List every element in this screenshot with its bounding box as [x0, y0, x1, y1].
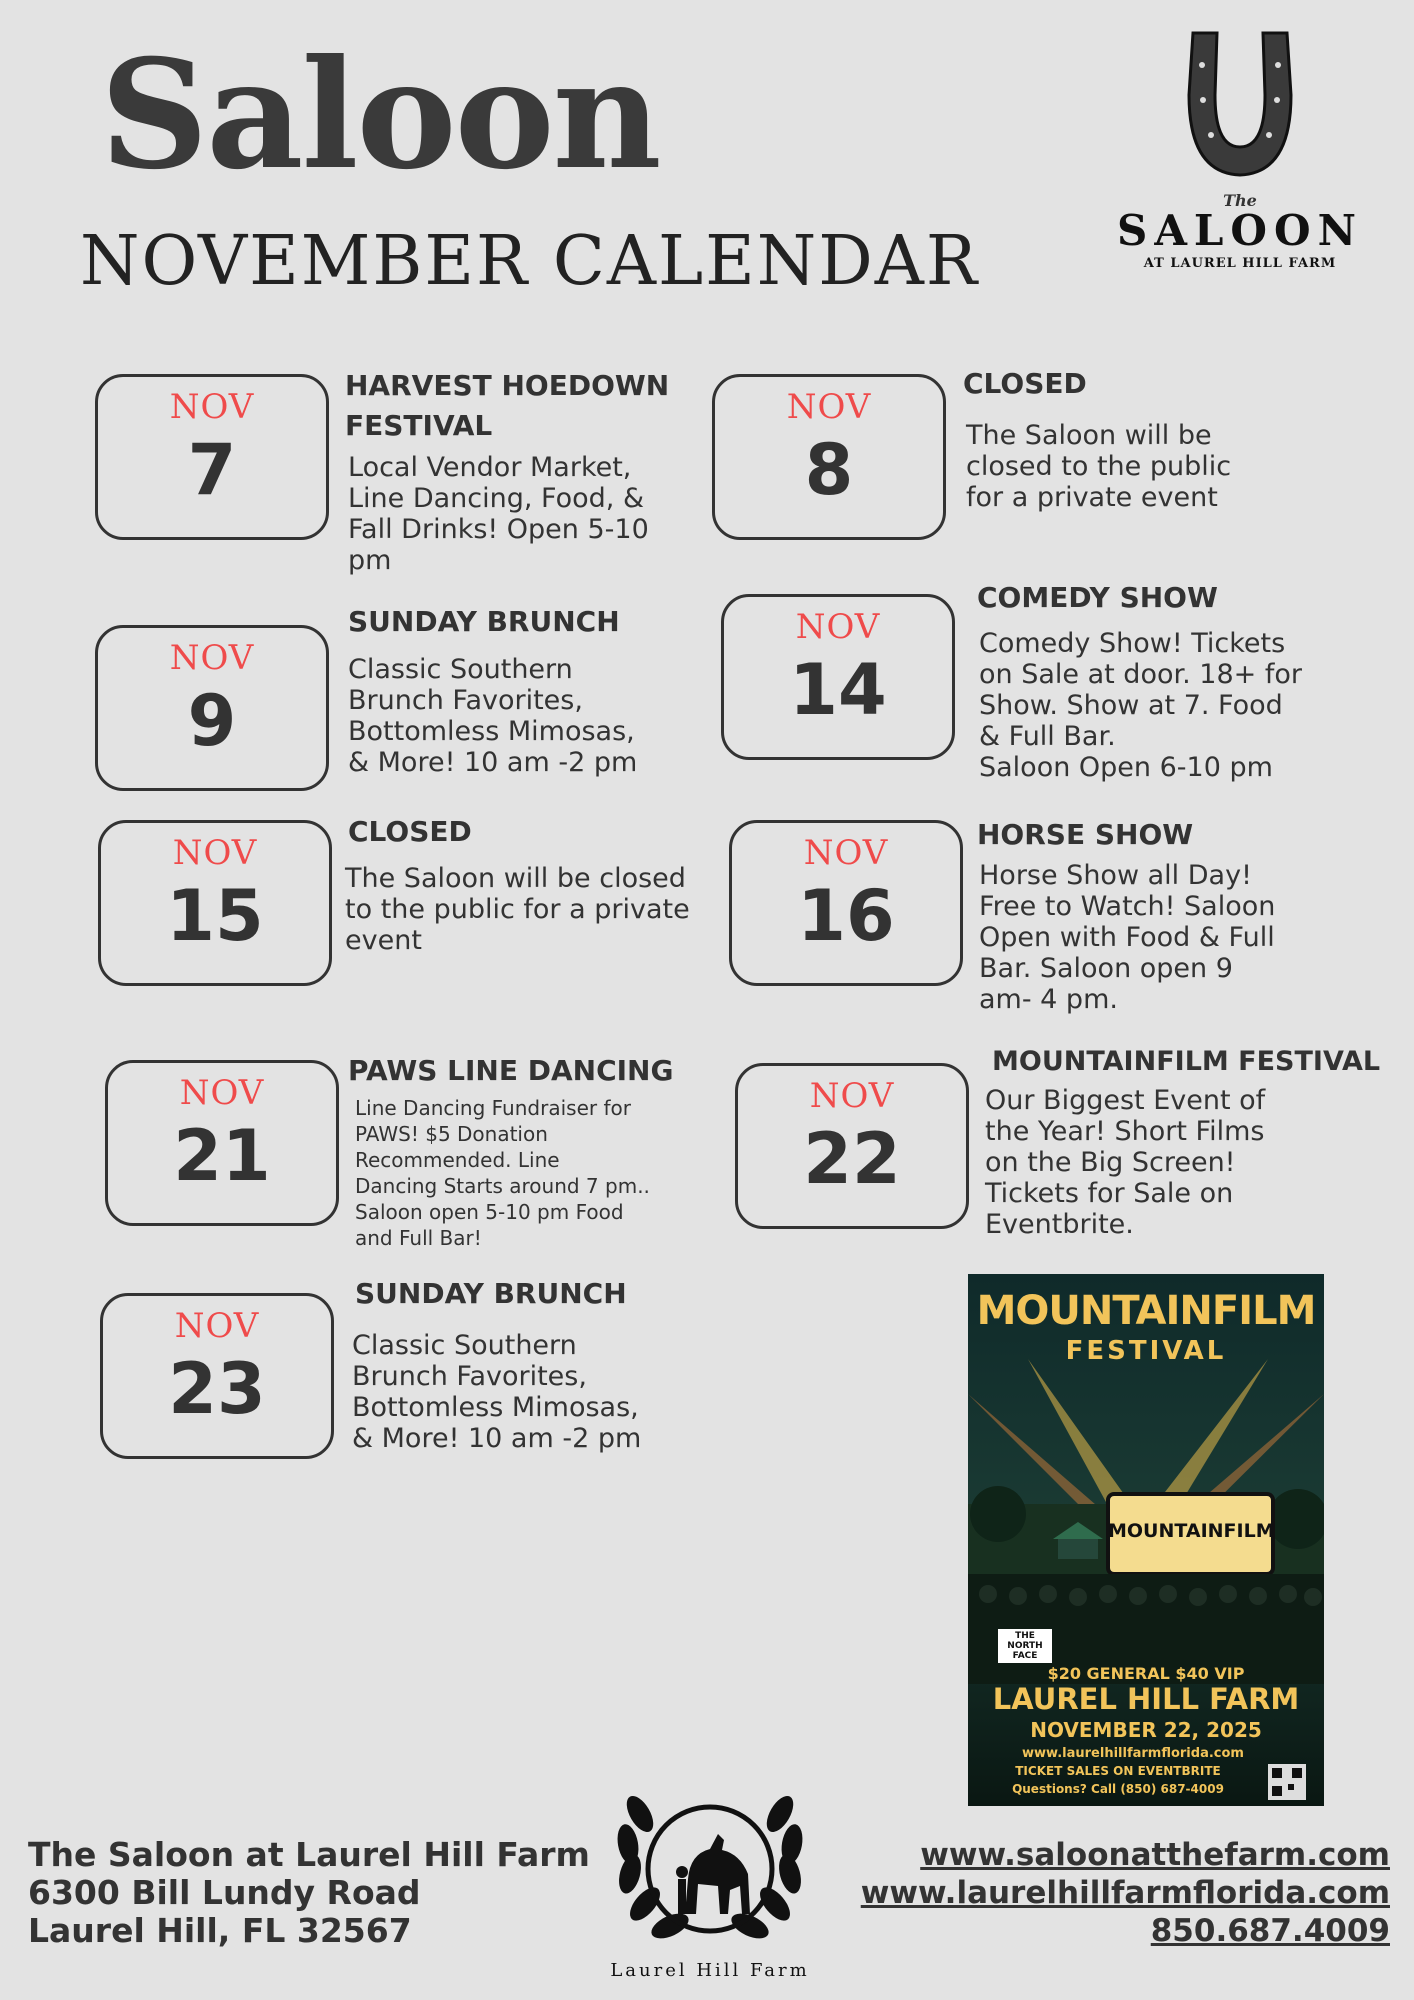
- sponsor-line: THE: [1015, 1631, 1035, 1641]
- desc-line: on the Big Screen!: [985, 1147, 1236, 1178]
- event-title: HORSE SHOW: [977, 818, 1194, 851]
- event-title: PAWS LINE DANCING: [348, 1054, 674, 1087]
- desc-line: am- 4 pm.: [979, 984, 1118, 1015]
- desc-line: Line Dancing, Food, &: [348, 483, 645, 514]
- desc-line: to the public for a private: [345, 894, 690, 925]
- date-day: 8: [804, 429, 854, 511]
- event-description: [355, 1095, 650, 1251]
- poster-questions: Questions? Call (850) 687-4009: [1012, 1782, 1224, 1796]
- desc-line: the Year! Short Films: [985, 1116, 1265, 1147]
- desc-line: for a private event: [966, 482, 1218, 513]
- address-line: The Saloon at Laurel Hill Farm: [28, 1835, 590, 1874]
- desc-line: and Full Bar!: [355, 1226, 482, 1250]
- desc-line: Bottomless Mimosas,: [348, 716, 635, 747]
- poster-subtitle: FESTIVAL: [1065, 1336, 1227, 1366]
- page-title: Saloon: [100, 27, 660, 203]
- date-day: 22: [803, 1118, 901, 1200]
- desc-line: on Sale at door. 18+ for: [979, 659, 1302, 690]
- poster-venue: LAUREL HILL FARM: [992, 1682, 1300, 1716]
- desc-line: Classic Southern: [352, 1330, 577, 1361]
- desc-line: & More! 10 am -2 pm: [352, 1423, 642, 1454]
- event-title-line: HARVEST HOEDOWN: [345, 369, 670, 402]
- logo-name: SALOON: [1116, 206, 1363, 255]
- date-day: 9: [187, 680, 237, 762]
- event-title-line: FESTIVAL: [345, 409, 493, 442]
- date-box-nov-14: [721, 594, 955, 760]
- horseshoe-icon: [1175, 25, 1305, 185]
- desc-line: event: [345, 925, 422, 956]
- poster-price: $20 GENERAL $40 VIP: [1047, 1664, 1245, 1683]
- desc-line: & More! 10 am -2 pm: [348, 747, 638, 778]
- date-month: NOV: [172, 833, 258, 873]
- poster-tickets: TICKET SALES ON EVENTBRITE: [1015, 1764, 1221, 1778]
- logo-tagline: AT LAUREL HILL FARM: [1143, 256, 1337, 271]
- desc-line: Bottomless Mimosas,: [352, 1392, 639, 1423]
- logo-the: The: [1223, 191, 1257, 210]
- date-day: 23: [168, 1348, 266, 1430]
- date-box-nov-22: [735, 1063, 969, 1229]
- desc-line: Fall Drinks! Open 5-10: [348, 514, 649, 545]
- desc-line: Brunch Favorites,: [352, 1361, 587, 1392]
- poster-title: MOUNTAINFILM: [976, 1288, 1316, 1334]
- date-box-nov-21: [105, 1060, 339, 1226]
- poster-date: NOVEMBER 22, 2025: [1030, 1718, 1262, 1742]
- date-day: 15: [166, 875, 264, 957]
- footer-address: [28, 1836, 590, 1950]
- desc-line: PAWS! $5 Donation: [355, 1122, 548, 1146]
- event-description: [352, 1330, 641, 1454]
- date-month: NOV: [174, 1306, 260, 1346]
- desc-line: Tickets for Sale on: [985, 1178, 1234, 1209]
- date-box-nov-7: [95, 374, 329, 540]
- address-line: Laurel Hill, FL 32567: [28, 1911, 412, 1950]
- date-day: 21: [173, 1115, 271, 1197]
- desc-line: Bar. Saloon open 9: [979, 953, 1233, 984]
- desc-line: Our Biggest Event of: [985, 1085, 1266, 1116]
- date-box-nov-9: [95, 625, 329, 791]
- event-title: CLOSED: [963, 367, 1087, 400]
- saloon-logo: [1110, 25, 1370, 285]
- event-title: CLOSED: [348, 815, 472, 848]
- desc-line: The Saloon will be closed: [345, 863, 686, 894]
- date-box-nov-23: [100, 1293, 334, 1459]
- desc-line: Open with Food & Full: [979, 922, 1275, 953]
- desc-line: The Saloon will be: [966, 420, 1212, 451]
- event-title: SUNDAY BRUNCH: [355, 1277, 627, 1310]
- laurel-hill-farm-logo: [580, 1774, 840, 1984]
- date-box-nov-15: [98, 820, 332, 986]
- north-face-logo: [998, 1629, 1052, 1663]
- website-link-farm[interactable]: www.laurelhillfarmflorida.com: [860, 1875, 1390, 1911]
- desc-line: Classic Southern: [348, 654, 573, 685]
- date-day: 14: [789, 649, 887, 731]
- desc-line: Brunch Favorites,: [348, 685, 583, 716]
- date-box-nov-16: [729, 820, 963, 986]
- date-month: NOV: [809, 1076, 895, 1116]
- sponsor-line: NORTH: [1007, 1641, 1043, 1651]
- desc-line: Comedy Show! Tickets: [979, 628, 1286, 659]
- date-month: NOV: [795, 607, 881, 647]
- mountainfilm-poster: [968, 1274, 1324, 1806]
- event-description: [348, 452, 649, 576]
- desc-line: Local Vendor Market,: [348, 452, 632, 483]
- desc-line: Horse Show all Day!: [979, 860, 1252, 891]
- event-title: MOUNTAINFILM FESTIVAL: [992, 1046, 1381, 1077]
- poster-screen-text: MOUNTAINFILM: [1108, 1520, 1275, 1542]
- event-description: [985, 1085, 1265, 1240]
- desc-line: Recommended. Line: [355, 1148, 560, 1172]
- event-description: [345, 863, 690, 956]
- desc-line: Saloon Open 6-10 pm: [979, 752, 1273, 783]
- event-description: [979, 628, 1302, 783]
- desc-line: Free to Watch! Saloon: [979, 891, 1276, 922]
- event-description: [348, 654, 637, 778]
- farm-logo-name: Laurel Hill Farm: [610, 1960, 810, 1981]
- date-month: NOV: [803, 833, 889, 873]
- sponsor-line: FACE: [1012, 1651, 1038, 1661]
- date-day: 16: [797, 875, 895, 957]
- desc-line: closed to the public: [966, 451, 1232, 482]
- event-title: [345, 366, 669, 446]
- event-description: [979, 860, 1275, 1015]
- address-line: 6300 Bill Lundy Road: [28, 1873, 421, 1912]
- date-month: NOV: [786, 387, 872, 427]
- desc-line: Eventbrite.: [985, 1209, 1134, 1240]
- event-title: SUNDAY BRUNCH: [348, 605, 620, 638]
- date-box-nov-8: [712, 374, 946, 540]
- date-month: NOV: [169, 387, 255, 427]
- desc-line: Dancing Starts around 7 pm..: [355, 1174, 650, 1198]
- page-subtitle: NOVEMBER CALENDAR: [80, 222, 980, 301]
- date-month: NOV: [179, 1073, 265, 1113]
- desc-line: Saloon open 5-10 pm Food: [355, 1200, 624, 1224]
- horse-wreath-icon: [590, 1774, 830, 1954]
- desc-line: pm: [348, 545, 392, 576]
- desc-line: Line Dancing Fundraiser for: [355, 1096, 631, 1120]
- website-link-saloon[interactable]: www.saloonatthefarm.com: [920, 1837, 1390, 1873]
- desc-line: & Full Bar.: [979, 721, 1116, 752]
- poster-website: www.laurelhillfarmflorida.com: [1022, 1746, 1244, 1761]
- event-description: [966, 420, 1231, 513]
- phone-link[interactable]: 850.687.4009: [1150, 1913, 1390, 1949]
- footer-contact: [861, 1836, 1390, 1950]
- desc-line: Show. Show at 7. Food: [979, 690, 1283, 721]
- date-day: 7: [187, 429, 237, 511]
- date-month: NOV: [169, 638, 255, 678]
- event-title: COMEDY SHOW: [977, 581, 1218, 614]
